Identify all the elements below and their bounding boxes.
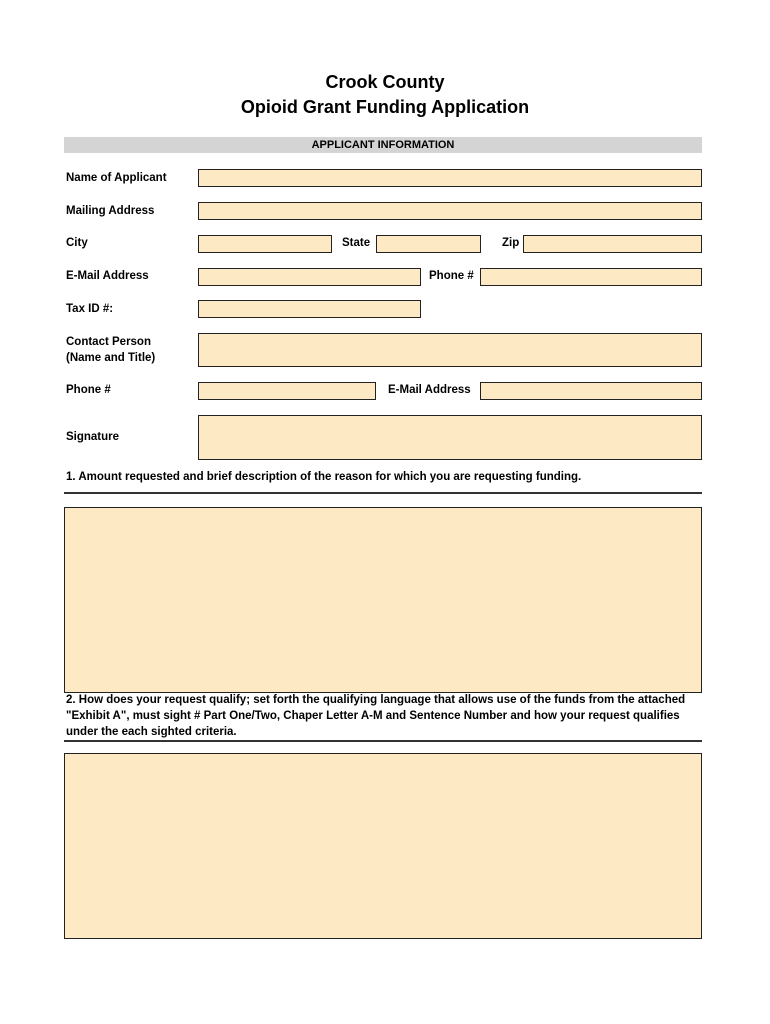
contact-person-label: Contact Person (66, 336, 151, 348)
name-of-applicant-label: Name of Applicant (66, 172, 167, 184)
question-2-text: 2. How does your request qualify; set forth the qualifying language that allows use of the funds from the attached "Exhibit A", must sight # Part One/Two, Chaper Letter A-M and Sentence Number and how your request qualifies under the each sighted criteria. (66, 694, 686, 738)
contact-phone-label: Phone # (66, 384, 111, 396)
form-title-application: Opioid Grant Funding Application (240, 97, 530, 117)
contact-email-field[interactable] (480, 382, 702, 400)
name-of-applicant-field[interactable] (198, 169, 702, 187)
question-2-response-field[interactable] (64, 753, 702, 939)
contact-person-sublabel: (Name and Title) (66, 352, 156, 364)
question-2-divider (64, 740, 702, 742)
mailing-address-label: Mailing Address (66, 205, 155, 217)
tax-id-field[interactable] (198, 300, 421, 318)
email-address-field[interactable] (198, 268, 421, 286)
phone-label: Phone # (429, 270, 474, 282)
city-field[interactable] (198, 235, 332, 253)
signature-label: Signature (66, 431, 120, 443)
question-1-text: 1. Amount requested and brief description of the reason for which you are requesting funding. (66, 471, 582, 483)
form-title-county: Crook County (325, 72, 445, 92)
question-1-divider (64, 492, 702, 494)
signature-field[interactable] (198, 415, 702, 460)
state-label: State (342, 237, 371, 249)
email-address-label: E-Mail Address (66, 270, 149, 282)
zip-field[interactable] (523, 235, 702, 253)
contact-phone-field[interactable] (198, 382, 376, 400)
contact-person-field[interactable] (198, 333, 702, 367)
state-field[interactable] (376, 235, 481, 253)
zip-label: Zip (502, 237, 520, 249)
section-header-applicant-information: APPLICANT INFORMATION (64, 137, 702, 153)
question-1-response-field[interactable] (64, 507, 702, 693)
contact-email-label: E-Mail Address (388, 384, 471, 396)
tax-id-label: Tax ID #: (66, 303, 114, 315)
city-label: City (66, 237, 88, 249)
phone-field[interactable] (480, 268, 702, 286)
mailing-address-field[interactable] (198, 202, 702, 220)
